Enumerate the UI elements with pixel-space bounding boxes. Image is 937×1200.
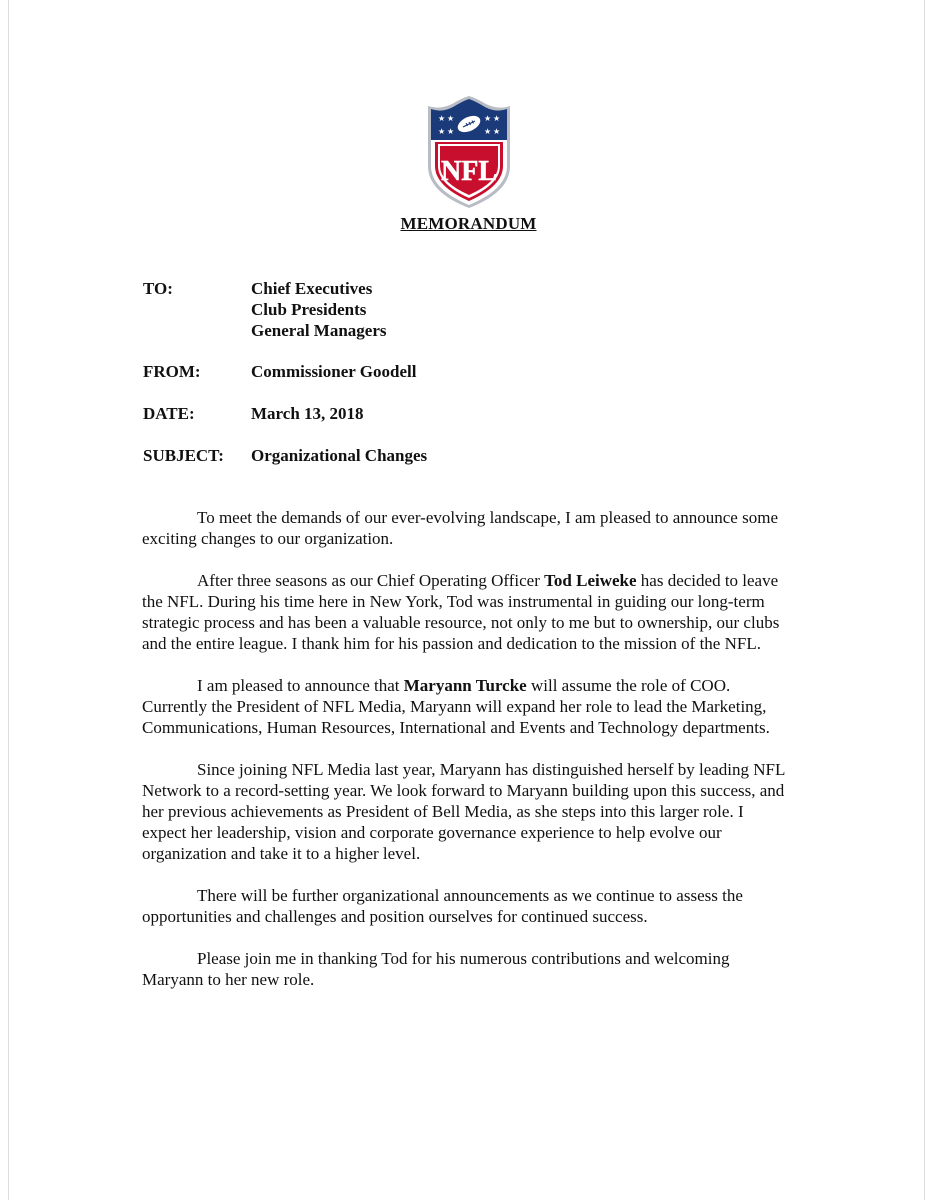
logo-lettering: NFL bbox=[441, 156, 497, 187]
date-value: March 13, 2018 bbox=[251, 404, 364, 423]
subject-label: SUBJECT: bbox=[143, 446, 224, 465]
body-paragraph-4: Since joining NFL Media last year, Maryann has distinguished herself by leading NFL Network to a record-setting year. We look forward to Maryann building upon this success, and her previous achievements as President of Bell Media, as she steps into this larger role. I expect her leadership, vision and corporate governance experience to help evolve our organization and take it to a higher level. bbox=[142, 760, 785, 863]
to-recipient: General Managers bbox=[251, 321, 387, 340]
body-text-span: After three seasons as our Chief Operating Officer bbox=[197, 571, 545, 590]
body-text-span: has decided to leave the NFL. During his time here in New York, Tod was instrumental in guiding our long-term strategic process and has been a valuable resource, not only to me but to ownership, our clubs and the entire league. I thank him for his passion and dedication to the mission of the NFL. bbox=[142, 571, 780, 653]
body-text-span: will assume the role of COO. Currently the President of NFL Media, Maryann will expand her role to lead the Marketing, Communications, Human Resources, International and Events and Technology departments. bbox=[142, 676, 770, 737]
to-label: TO: bbox=[143, 279, 173, 298]
from-value: Commissioner Goodell bbox=[251, 362, 417, 381]
person-name-maryann-turcke: Maryann Turcke bbox=[403, 676, 527, 695]
svg-text:★: ★ bbox=[484, 114, 492, 123]
nfl-shield-logo bbox=[426, 96, 512, 208]
from-label: FROM: bbox=[143, 362, 201, 381]
date-label: DATE: bbox=[143, 404, 195, 423]
svg-text:★: ★ bbox=[493, 127, 501, 136]
body-paragraph-2 bbox=[142, 570, 792, 654]
svg-text:★: ★ bbox=[493, 114, 501, 123]
memo-body bbox=[142, 507, 792, 1011]
person-name-tod-leiweke: Tod Leiweke bbox=[544, 571, 637, 590]
svg-text:★: ★ bbox=[447, 127, 455, 136]
to-recipient: Chief Executives bbox=[251, 279, 373, 298]
body-paragraph-3 bbox=[142, 675, 792, 738]
body-paragraph-1: To meet the demands of our ever-evolving landscape, I am pleased to announce some exciting changes to our organization. bbox=[142, 508, 778, 548]
body-paragraph-5: There will be further organizational announcements as we continue to assess the opportunities and challenges and position ourselves for continued success. bbox=[142, 886, 743, 926]
body-paragraph-6: Please join me in thanking Tod for his numerous contributions and welcoming Maryann to her new role. bbox=[142, 949, 730, 989]
subject-value: Organizational Changes bbox=[251, 446, 428, 465]
body-text-span: I am pleased to announce that bbox=[197, 676, 404, 695]
to-recipient: Club Presidents bbox=[251, 300, 367, 319]
svg-text:★: ★ bbox=[447, 114, 455, 123]
memo-title: MEMORANDUM bbox=[400, 214, 537, 233]
to-recipients bbox=[251, 278, 387, 341]
svg-text:★: ★ bbox=[438, 127, 446, 136]
svg-text:★: ★ bbox=[438, 114, 446, 123]
svg-text:★: ★ bbox=[484, 127, 492, 136]
